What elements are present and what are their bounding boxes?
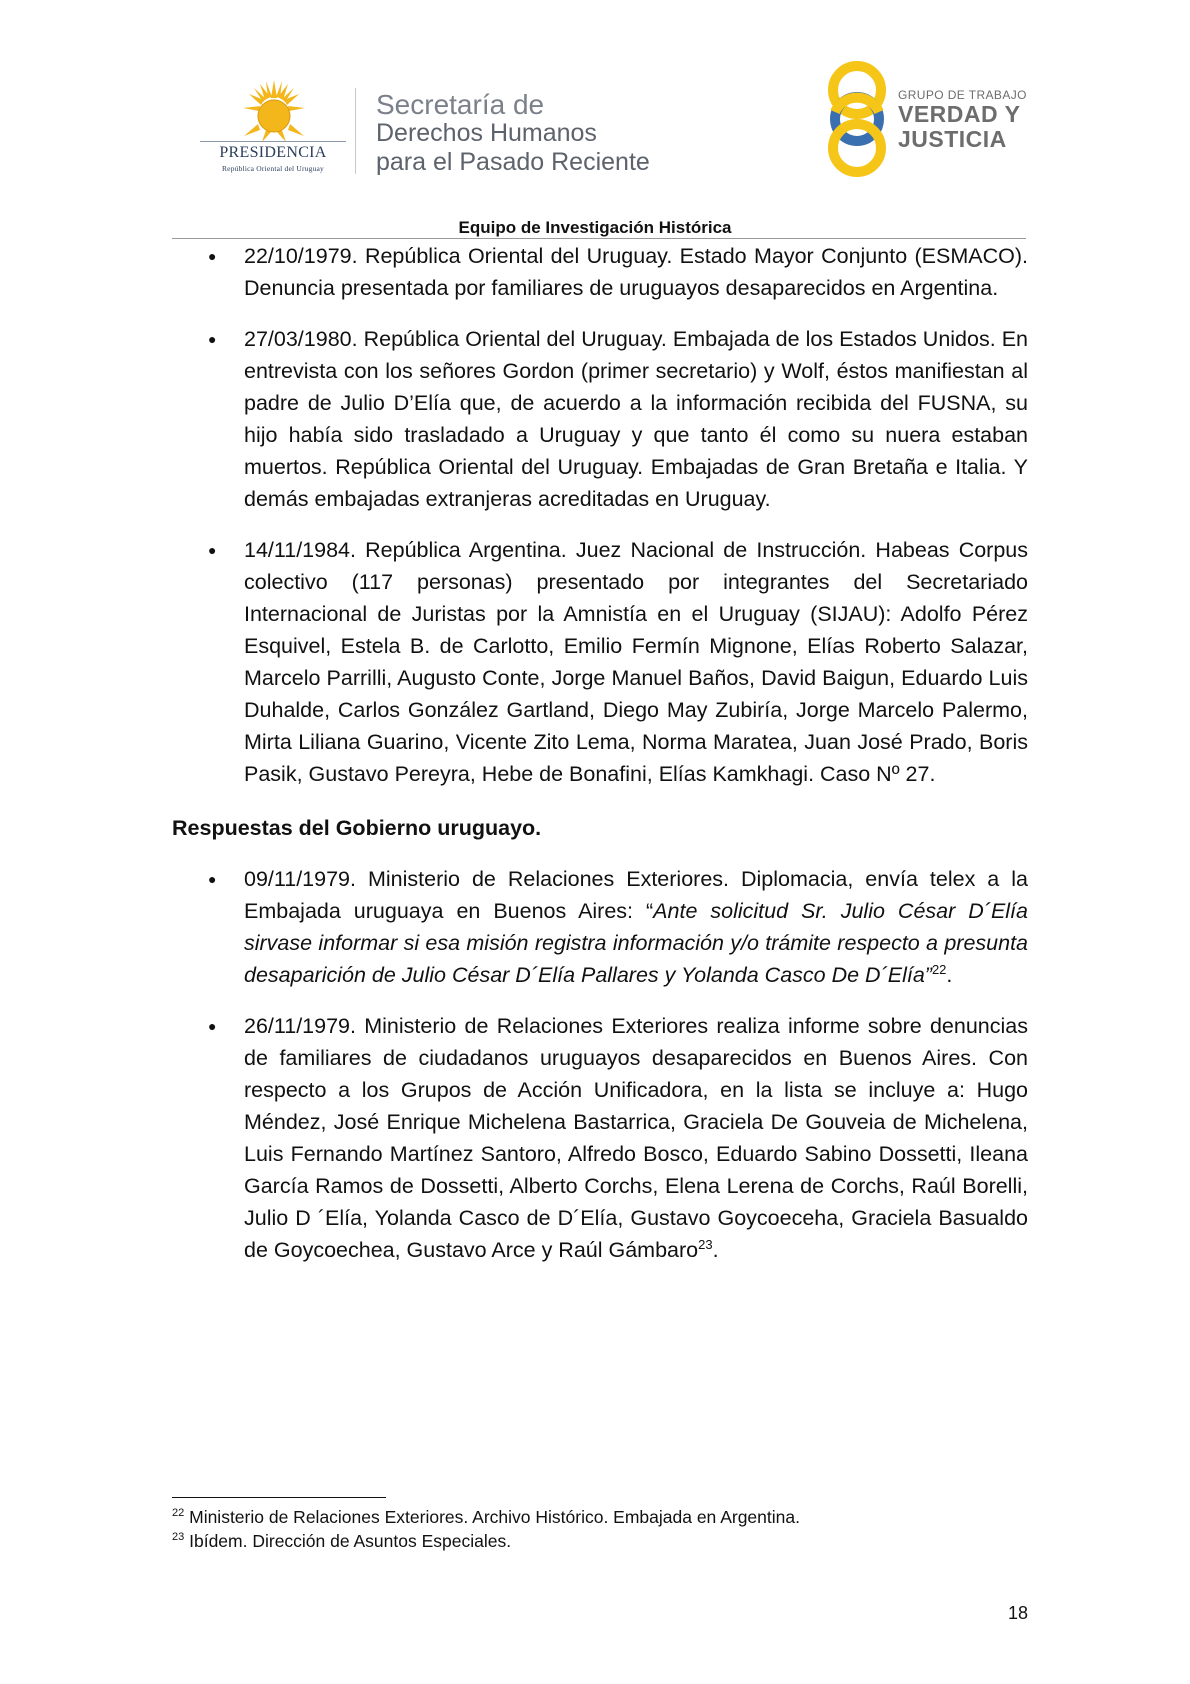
footnote-ref-23[interactable]: 23 (698, 1236, 713, 1252)
item-suffix: . (712, 1238, 719, 1262)
presidencia-subtitle: República Oriental del Uruguay (221, 164, 324, 173)
footnote-rule (172, 1497, 386, 1498)
bullet-icon: ● (208, 1018, 217, 1034)
verdad-justicia-text (898, 88, 1027, 152)
secretaria-line-1: Secretaría de (376, 89, 545, 120)
list-item-text: 27/03/1980. República Oriental del Uruguay. Embajada de los Estados Unidos. En entrevista con los señores Gordon (primer secretario) y Wolf, éstos manifiestan al padre de Julio D’Elía que, de acuerdo a la información recibida del FUSNA, su hijo había sido trasladado a Uruguay y que tanto él como su nuera estaban muertos. República Oriental del Uruguay. Embajadas de Gran Bretaña e Italia. Y demás embajadas extranjeras acreditadas en Uruguay. (244, 327, 1028, 511)
list-item (172, 1010, 1028, 1266)
bullet-icon: ● (208, 331, 217, 347)
list-item (172, 863, 1028, 991)
list-item-text: 14/11/1984. República Argentina. Juez Nacional de Instrucción. Habeas Corpus colectivo (117 personas) presentado por integrantes del Secretariado Internacional de Juristas por la Amnistía en el Uruguay (SIJAU): Adolfo Pérez Esquivel, Estela B. de Carlotto, Emilio Fermín Mignone, Elías Roberto Salazar, Marcelo Parrilli, Augusto Conte, Jorge Manuel Baños, David Baigun, Eduardo Luis Duhalde, Carlos González Gartland, Diego May Zubiría, Jorge Marcelo Palermo, Mirta Liliana Guarino, Vicente Zito Lema, Norma Maratea, Juan José Prado, Boris Pasik, Gustavo Pereyra, Hebe de Bonafini, Elías Kamkhagi. Caso Nº 27. (244, 538, 1028, 786)
bullet-icon: ● (208, 871, 217, 887)
footnote-number: 23 (172, 1531, 185, 1544)
vyj-small-label: GRUPO DE TRABAJO (898, 88, 1027, 102)
interlinked-rings-icon (822, 56, 892, 182)
footnote-ref-22[interactable]: 22 (931, 961, 947, 977)
item-suffix: . (946, 963, 953, 987)
secretaria-title (376, 90, 650, 177)
footnote-number: 22 (172, 1507, 185, 1520)
bullet-icon: ● (208, 248, 217, 264)
vyj-line-2: JUSTICIA (898, 126, 1007, 152)
footnote-text: Ministerio de Relaciones Exteriores. Archivo Histórico. Embajada en Argentina. (184, 1507, 800, 1527)
list-item-text (244, 863, 1028, 991)
list-item (172, 323, 1028, 515)
section-heading: Respuestas del Gobierno uruguayo. (172, 816, 542, 840)
header-divider (355, 88, 356, 174)
secretaria-line-2: Derechos Humanos (376, 119, 597, 147)
list-item (172, 534, 1028, 790)
document-body (172, 240, 1028, 1285)
page-header (0, 0, 1190, 237)
presidencia-logo (198, 78, 348, 178)
header-rule (172, 238, 1026, 239)
presidencia-rule (200, 141, 346, 142)
telex-quote: Ante solicitud Sr. Julio César D´Elía sirvase informar si esa misión registra información y/o trámite respecto a presunta desaparición de Julio César D´Elía Pallares y Yolanda Casco De D´Elía” (244, 899, 1028, 987)
footnote-text: Ibídem. Dirección de Asuntos Especiales. (184, 1531, 512, 1551)
team-title: Equipo de Investigación Histórica (458, 218, 732, 237)
secretaria-line-3: para el Pasado Reciente (376, 148, 650, 176)
item-prefix: 09/11/1979. Ministerio de Relaciones Exteriores. Diplomacia, envía telex a la Embajada uruguaya en Buenos Aires: “ (244, 867, 1028, 923)
footnote (172, 1529, 1028, 1553)
list-item-text: 22/10/1979. República Oriental del Uruguay. Estado Mayor Conjunto (ESMACO). Denuncia presentada por familiares de uruguayos desaparecidos en Argentina. (244, 244, 1028, 300)
bullet-icon: ● (208, 542, 217, 558)
page-number: 18 (1007, 1603, 1028, 1623)
vyj-line-1: VERDAD Y (898, 101, 1021, 127)
footnotes (172, 1505, 1028, 1553)
list-item (172, 240, 1028, 304)
verdad-justicia-logo (822, 56, 1032, 182)
footnote (172, 1505, 1028, 1529)
presidencia-name: PRESIDENCIA (219, 144, 327, 161)
sun-emblem-icon (238, 78, 310, 142)
item-body: 26/11/1979. Ministerio de Relaciones Exteriores realiza informe sobre denuncias de familiares de ciudadanos uruguayos desaparecidos en Buenos Aires. Con respecto a los Grupos de Acción Unificadora, en la lista se incluye a: Hugo Méndez, José Enrique Michelena Bastarrica, Graciela De Gouveia de Michelena, Luis Fernando Martínez Santoro, Alfredo Bosco, Eduardo Sabino Dossetti, Ileana García Ramos de Dossetti, Alberto Corchs, Elena Lerena de Corchs, Raúl Borelli, Julio D ´Elía, Yolanda Casco de D´Elía, Gustavo Goycoeceha, Graciela Basualdo de Goycoechea, Gustavo Arce y Raúl Gámbaro (244, 1014, 1028, 1262)
list-item-text (244, 1010, 1028, 1266)
